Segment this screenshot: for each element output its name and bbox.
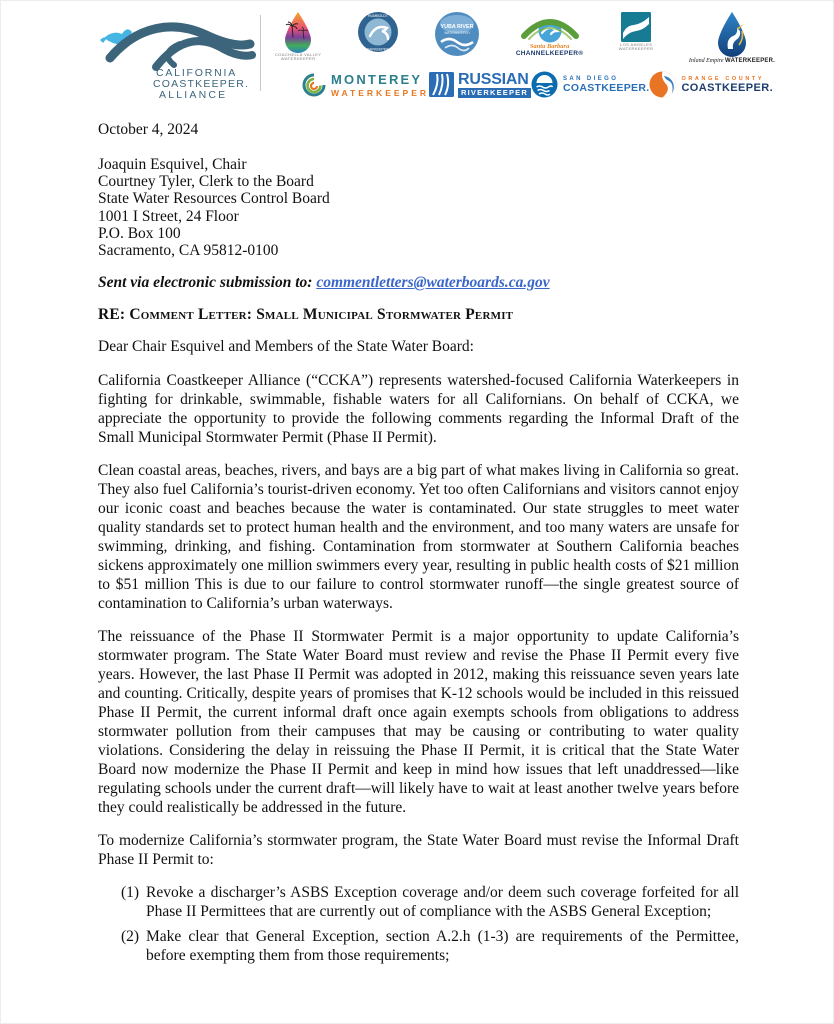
- inland-empire-name-label: WATERKEEPER.: [725, 58, 775, 64]
- san-diego-coastkeeper-logo: [531, 71, 649, 98]
- los-angeles-waterkeeper-logo: [619, 11, 654, 51]
- recipient-address-block: [98, 156, 739, 259]
- inland-empire-waterkeeper-logo: [689, 11, 775, 64]
- letter-body: [98, 121, 739, 971]
- cca-wave-icon: [96, 13, 256, 101]
- inland-empire-script-label: Inland Empire: [688, 58, 724, 64]
- recipient-line: Courtney Tyler, Clerk to the Board: [98, 173, 314, 191]
- yuba-circle-icon: [434, 11, 480, 57]
- cca-line2: COASTKEEPER.: [153, 78, 250, 90]
- recipient-line: State Water Resources Control Board: [98, 190, 330, 208]
- paragraph-intro: California Coastkeeper Alliance (“CCKA”) represents watershed-focused California Waterkeepers in fighting for drinkable, swimmable, fishable waters for all Californians. On behalf of CCKA, we appreciate the opportunity to provide the following comments regarding the Informal Draft of the Small Municipal Stormwater Permit (Phase II Permit).: [98, 372, 739, 447]
- russian-river-icon: [429, 72, 454, 97]
- monterey-sub-label: WATERKEEPER: [331, 87, 430, 98]
- coachella-caption-line2: WATERKEEPER: [280, 56, 316, 62]
- la-caption-line1: LOS ANGELES: [620, 42, 653, 47]
- yuba-line1: YUBA RIVER: [440, 24, 474, 30]
- channelkeeper-script-label: Santa Barbara: [529, 43, 570, 50]
- monterey-waterkeeper-logo: [301, 72, 429, 98]
- monterey-name-label: MONTEREY: [331, 71, 423, 87]
- russian-riverkeeper-logo: [429, 71, 531, 98]
- letterhead: [96, 5, 775, 101]
- coachella-valley-waterkeeper-logo: [275, 11, 321, 61]
- channelkeeper-name-label: CHANNELKEEPER®: [515, 49, 584, 57]
- coachella-drop-icon: [283, 11, 313, 53]
- san-diego-wave-icon: [531, 71, 558, 98]
- inland-empire-caption: [689, 58, 775, 64]
- humboldt-circle-icon: [357, 11, 399, 53]
- salutation: Dear Chair Esquivel and Members of the State Water Board:: [98, 338, 474, 356]
- monterey-labels: [331, 72, 429, 98]
- monterey-swirl-icon: [301, 72, 327, 98]
- logo-row-top: [273, 5, 777, 69]
- list-item-text: Make clear that General Exception, section A.2.h (1-3) are requirements of the Permittee, before exempting them from those requirements;: [146, 928, 739, 965]
- list-item: [98, 927, 739, 965]
- logo-row-bottom: [273, 69, 777, 98]
- la-caption-line2: WATERKEEPER: [618, 46, 654, 52]
- yuba-line2: WATERKEEPER: [444, 31, 471, 35]
- paragraph-coastal: Clean coastal areas, beaches, rivers, and bays are a big part of what makes living in California so great. They also fuel California’s tourist-driven economy. Yet too often Californians and visitors cannot enjoy our iconic coast and beaches because the water is contaminated. Our state struggles to meet water quality standards set to protect human health and the environment, and too many waters are unsafe for swimming, drinking, and fishing. Contamination from stormwater at Southern California beaches sickens approximately one million swimmers every year, resulting in public health costs of $21 million to $51 million This is due to our failure to control stormwater runoff—the single greatest source of contamination to California’s urban waterways.: [98, 462, 739, 613]
- orange-county-coastkeeper-logo: [649, 71, 773, 98]
- russian-name-label: RUSSIAN: [458, 71, 529, 88]
- orange-county-name-label: COASTKEEPER.: [681, 81, 774, 94]
- orange-county-swirl-icon: [649, 71, 676, 98]
- recipient-line: Sacramento, CA 95812-0100: [98, 242, 279, 260]
- sent-via-line: [98, 274, 739, 292]
- la-wave-square-icon: [620, 11, 652, 43]
- russian-labels: [458, 71, 531, 98]
- humboldt-line1: HUMBOLDT: [367, 14, 388, 18]
- list-item-number: (1): [121, 884, 140, 902]
- recipient-line: 1001 I Street, 24 Floor: [98, 207, 239, 225]
- santa-barbara-channelkeeper-logo: [516, 11, 584, 58]
- subject-line: RE: Comment Letter: Small Municipal Stormwater Permit: [98, 306, 514, 324]
- list-item-text: Revoke a discharger’s ASBS Exception coverage and/or deem such coverage forfeited for all Phase II Permittees that are currently out of compliance with the ASBS General Exception;: [146, 884, 739, 921]
- orange-county-label: ORANGE COUNTY: [681, 75, 765, 82]
- paragraph-reissuance: The reissuance of the Phase II Stormwater Permit is a major opportunity to update California’s stormwater program. The State Water Board must review and revise the Phase II Permit every five years. However, the last Phase II Permit was adopted in 2012, making this reissuance seven years late and counting. Critically, despite years of promises that K-12 schools would be included in this reissued Phase II Permit, the current informal draft once again exempts schools from obligations to address stormwater pollution from their campuses that may be causing or contributing to water quality violations. Considering the delay in reissuing the Phase II Permit, it is critical that the State Water Board now modernize the Phase II Permit and keep in mind how issues that left unaddressed—like regulating schools under the current draft—will likely have to wait at least another twelve years before they could realistically be addressed in the future.: [98, 628, 739, 817]
- san-diego-city-label: SAN DIEGO: [563, 75, 619, 82]
- letter-date: October 4, 2024: [98, 121, 199, 138]
- cca-line3: ALLIANCE: [159, 89, 228, 101]
- revision-list: [98, 883, 739, 965]
- recipient-line: P.O. Box 100: [98, 224, 181, 242]
- cca-line1: CALIFORNIA: [156, 67, 238, 79]
- coachella-caption-line1: COACHELLA VALLEY: [275, 52, 322, 57]
- humboldt-baykeeper-logo: [357, 11, 399, 53]
- letterhead-divider: [260, 15, 261, 91]
- humboldt-line2: BAYKEEPER: [367, 47, 389, 52]
- recipient-line: Joaquin Esquivel, Chair: [98, 156, 247, 173]
- russian-sub-label: RIVERKEEPER: [458, 88, 531, 98]
- yuba-river-waterkeeper-logo: [434, 11, 480, 57]
- channelkeeper-wave-icon: [519, 11, 581, 44]
- california-coastkeeper-alliance-logo: [96, 5, 258, 106]
- san-diego-labels: [563, 76, 649, 94]
- list-item: [98, 883, 739, 921]
- list-item-number: (2): [121, 928, 140, 946]
- orange-county-labels: [681, 76, 773, 94]
- comment-letters-email-link[interactable]: commentletters@waterboards.ca.gov: [316, 274, 550, 292]
- san-diego-name-label: COASTKEEPER.: [563, 81, 650, 94]
- waterkeeper-logo-grid: [267, 5, 777, 98]
- sent-via-label: Sent via electronic submission to:: [98, 274, 313, 292]
- inland-empire-drop-icon: [715, 11, 749, 57]
- paragraph-modernize: To modernize California’s stormwater program, the State Water Board must revise the Informal Draft Phase II Permit to:: [98, 832, 739, 869]
